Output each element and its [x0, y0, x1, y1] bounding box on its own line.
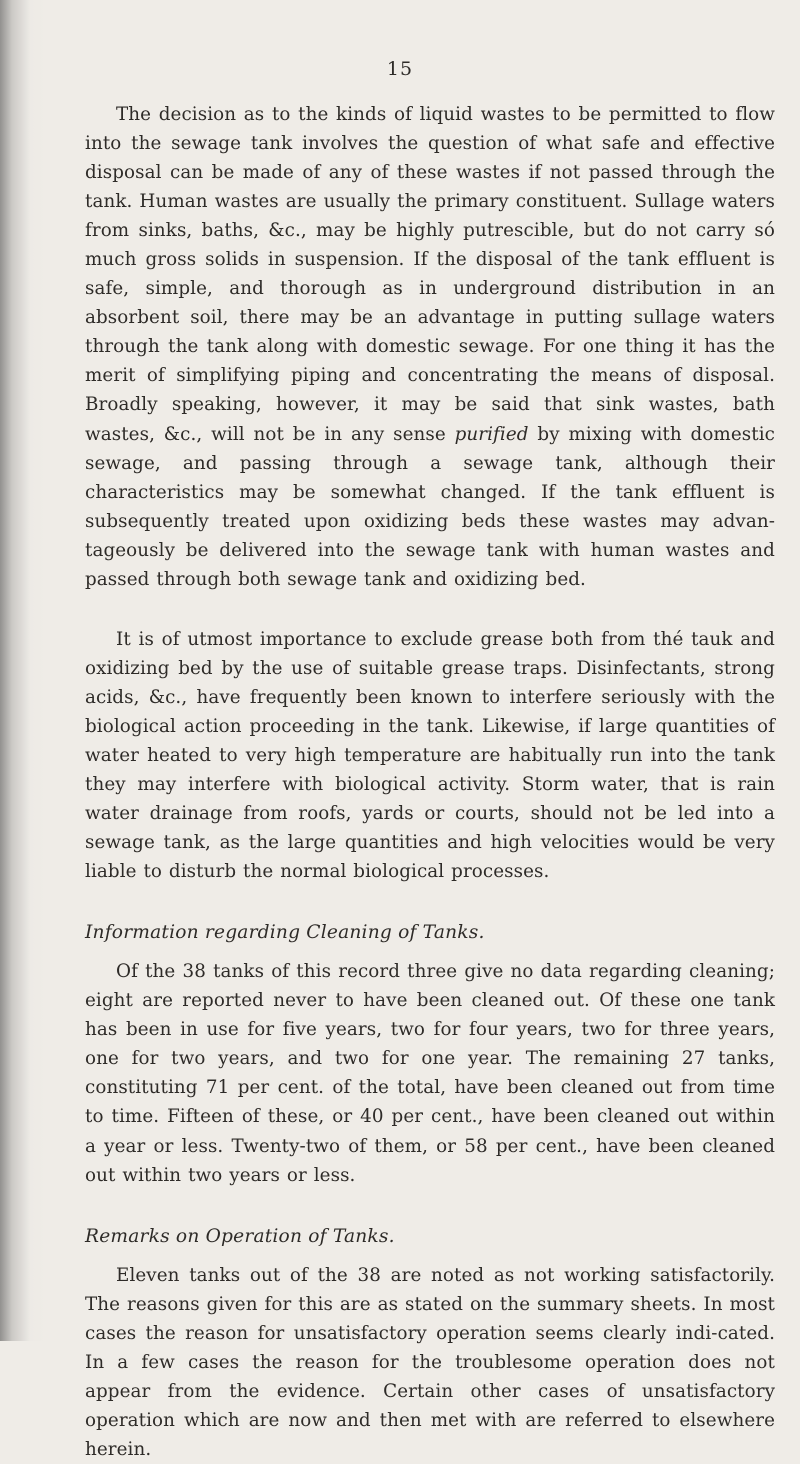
heading-operation-of-tanks: Remarks on Operation of Tanks. [85, 1225, 395, 1247]
page-body [85, 100, 775, 1464]
paragraph-cleaning-data: Of the 38 tanks of this record three give no data regarding cleaning; eight are reported never to have been cleaned out. Of these one tank has been in use for five years, two for four years, two for three years, one for two years, and two for one year. The remaining 27 tanks, constituting 71 per cent. of the total, have been cleaned out from time to time. Fifteen of these, or 40 per cent., have been cleaned out within a year or less. Twenty-two of them, or 58 per cent., have been cleaned out within two years or less. [85, 961, 775, 1186]
emphasis-purified: purified [454, 423, 529, 445]
paragraph-liquid-wastes-text-start: The decision as to the kinds of liquid wastes to be permitted to flow into the sewage tank involves the question of what safe and effective disposal can be made of any of these wastes if not passed through the tank. Human wastes are usually the primary constituent. Sullage waters from sinks, baths, &c., may be highly putrescible, but do not carry só much gross solids in suspension. If the disposal of the tank effluent is safe, simple, and thorough as in underground distribution in an absorbent soil, there may be an advantage in putting sullage waters through the tank along with domestic sewage. For one thing it has the merit of simplifying piping and concentrating the means of disposal. Broadly speaking, however, it may be said that sink wastes, bath wastes, &c., will not be in any sense [85, 104, 775, 445]
paragraph-grease-exclusion: It is of utmost importance to exclude grease both from thé tauk and oxidizing bed by the use of suitable grease traps. Disinfectants, strong acids, &c., have frequently been known to interfere seriously with the biological action proceeding in the tank. Likewise, if large quantities of water heated to very high temperature are habitually run into the tank they may interfere with biological activity. Storm water, that is rain water drainage from roofs, yards or courts, should not be led into a sewage tank, as the large quantities and high velocities would be very liable to disturb the normal biological processes. [85, 628, 775, 883]
heading-cleaning-of-tanks: Information regarding Cleaning of Tanks. [85, 922, 485, 944]
paragraph-liquid-wastes-text-end: by mixing with domestic sewage, and passing through a sewage tank, although their characteristics may be somewhat changed. If the tank effluent is subsequently treated upon oxidizing beds these wastes may advan-tageously be delivered into the sewage tank with human wastes and passed through both sewage tank and oxidizing bed. [85, 423, 775, 590]
page-number: 15 [386, 58, 414, 80]
paragraph-liquid-wastes [85, 100, 775, 594]
paragraph-operation-remarks: Eleven tanks out of the 38 are noted as not working satisfactorily. The reasons given for this are as stated on the summary sheets. In most cases the reason for unsatisfactory operation seems clearly indi-cated. In a few cases the reason for the troublesome operation does not appear from the evidence. Certain other cases of unsatisfactory operation which are now and then met with are referred to elsewhere herein. [85, 1264, 775, 1460]
